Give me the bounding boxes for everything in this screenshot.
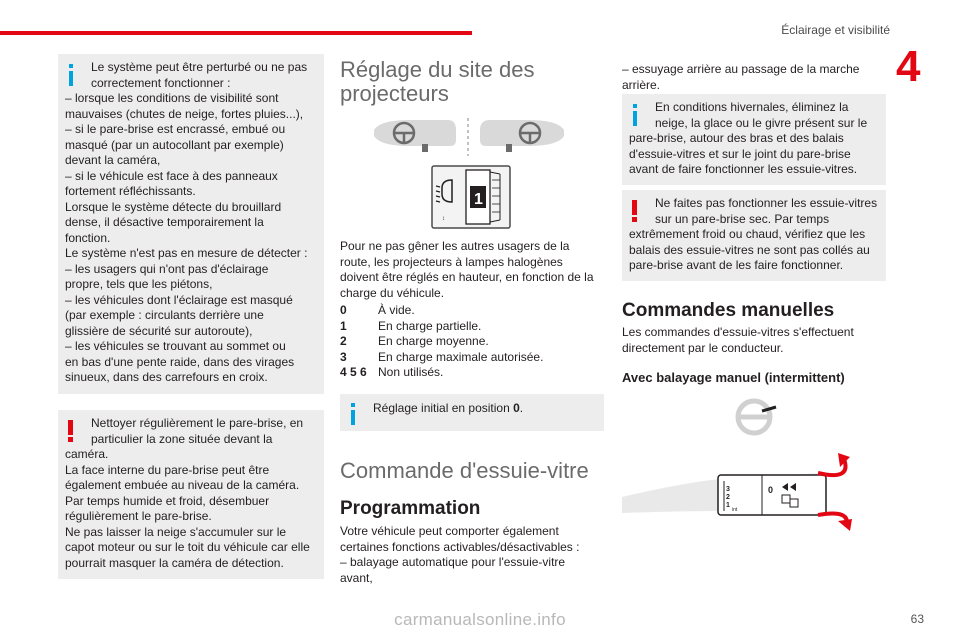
text-line: devant la caméra,: [65, 153, 161, 167]
warning-box-lines: [65, 447, 317, 571]
text-line: charge du véhicule.: [340, 285, 445, 300]
load-positions-table: [340, 303, 543, 381]
wiper-stalk-illustration: [622, 395, 872, 535]
stalk-label: 0: [768, 485, 774, 495]
text-line: – si le véhicule est face à des panneaux: [65, 168, 278, 183]
position-label: À vide.: [378, 303, 415, 317]
info-icon: [630, 104, 640, 126]
text-line: masqué (par un autocollant par exemple): [65, 137, 284, 152]
heading-manual-sweep: Avec balayage manuel (intermittent): [622, 370, 845, 385]
warning-box-first-line: Ne faites pas fonctionner les essuie-vitres sur un pare-brise sec. Par temps: [655, 196, 878, 226]
info-box-first-line: En conditions hivernales, éliminez la neige, la glace ou le givre présent sur le: [655, 100, 868, 130]
warning-box-windscreen-cleaning: [58, 410, 324, 579]
table-row: [340, 365, 543, 381]
text-line: route, les projecteurs à lampes halogènes: [340, 254, 563, 269]
info-box-camera-limits: [58, 54, 324, 394]
position-key: 2: [340, 334, 347, 348]
headlamp-adjuster-switch: [432, 166, 510, 228]
info-initial-prefix: Réglage initial en position: [373, 401, 514, 415]
text-line: caméra.: [65, 447, 109, 461]
text-line: dense, il désactive temporairement la: [65, 215, 264, 229]
page-number: 63: [910, 612, 924, 626]
info-box-lines: [629, 131, 879, 178]
text-line: d'essuie-vitres et sur le joint du pare-brise: [629, 146, 851, 161]
text-line: pourrait masquer la caméra de détection.: [65, 555, 284, 570]
position-label: Non utilisés.: [378, 365, 444, 379]
position-key: 3: [340, 349, 347, 364]
text-line: Pour ne pas gêner les autres usagers de la: [340, 239, 570, 253]
heading-headlamp-adjustment: Réglage du site des projecteurs: [340, 57, 535, 106]
text-line: balais des essuie-vitres ne sont pas collés au: [629, 242, 870, 257]
text-line: – essuyage arrière au passage de la marche: [622, 62, 860, 76]
watermark: carmanualsonline.info: [394, 610, 566, 629]
text-line: – balayage automatique pour l'essuie-vitre: [340, 555, 566, 569]
text-line: – lorsque les conditions de visibilité sont: [65, 91, 279, 105]
text-line: pare-brise avant de les faire fonctionner.: [629, 258, 844, 272]
info-box-first-line: Le système peut être perturbé ou ne pas correctement fonctionner :: [91, 60, 308, 90]
text-line: La face interne du pare-brise peut être: [65, 462, 270, 477]
text-line: extrêmement froid ou chaud, vérifiez que les: [629, 227, 866, 241]
text-line: sinueux, dans des carrefours en croix.: [65, 370, 268, 384]
info-box-initial-setting: [340, 394, 604, 431]
text-line: glissière de sécurité sur autoroute),: [65, 323, 253, 338]
text-line: en bas d'une pente raide, dans des virages: [65, 354, 295, 369]
text-line: doivent être réglés en hauteur, en fonction de la: [340, 270, 594, 284]
dashboard-icon: [480, 120, 564, 152]
stalk-label: 2: [726, 494, 730, 501]
table-row: [340, 303, 543, 319]
position-label: En charge partielle.: [378, 318, 482, 333]
text-line: capot moteur ou sur le toit du véhicule car elle: [65, 540, 310, 554]
text-line: Le système n'est pas en mesure de détecter :: [65, 246, 308, 260]
headlamp-intro-text: [340, 239, 610, 301]
switch-position-label: 1: [474, 191, 483, 208]
text-line: certaines fonctions activables/désactivables :: [340, 539, 580, 554]
info-box-winter-conditions: [622, 94, 886, 185]
text-line: pare-brise, autour des bras et des balais: [629, 131, 844, 145]
text-line: propre, tels que les piétons,: [65, 277, 213, 291]
wiper-stalk: [622, 473, 826, 515]
table-row: [340, 319, 543, 335]
text-line: fortement réfléchissants.: [65, 184, 196, 198]
text-line: – les véhicules se trouvant au sommet ou: [65, 339, 286, 353]
text-line: également embuée au niveau de la caméra.: [65, 478, 300, 492]
warning-exclamation-icon: [631, 200, 639, 222]
svg-text:↕: ↕: [442, 216, 445, 222]
warning-exclamation-icon: [67, 420, 75, 442]
position-key: 0: [340, 303, 347, 317]
position-label: En charge moyenne.: [378, 334, 489, 348]
text-line: Ne pas laisser la neige s'accumuler sur le: [65, 524, 287, 539]
heading-manual-controls: Commandes manuelles: [622, 300, 835, 321]
heading-wiper-control: Commande d'essuie-vitre: [340, 458, 589, 483]
info-initial-value: 0: [513, 401, 520, 415]
text-line: Votre véhicule peut comporter également: [340, 524, 559, 538]
info-initial-suffix: .: [519, 401, 524, 415]
text-line: (par exemple : circulants derrière une: [65, 308, 264, 322]
text-line: – les usagers qui n'ont pas d'éclairage: [65, 261, 269, 276]
manual-controls-text: [622, 325, 892, 356]
text-line: avant de faire fonctionner les essuie-vitres.: [629, 162, 858, 176]
warning-box-lines: [629, 227, 879, 274]
header-red-bar: [0, 31, 472, 35]
text-line: avant,: [340, 570, 373, 585]
heading-programming: Programmation: [340, 498, 481, 519]
steering-wheel-icon: [738, 401, 776, 433]
text-line: Par temps humide et froid, désembuer: [65, 493, 270, 508]
position-label: En charge maximale autorisée.: [378, 349, 544, 364]
dashboard-icon: [374, 120, 456, 152]
info-icon: [348, 403, 358, 425]
headlamp-adjustment-illustration: [370, 116, 570, 231]
programming-text: [340, 524, 610, 586]
table-row: [340, 350, 543, 366]
text-line: Lorsque le système détecte du brouillard: [65, 199, 282, 214]
stalk-label: int: [732, 507, 738, 513]
stalk-label: 1: [726, 502, 730, 509]
info-icon: [66, 64, 76, 86]
rear-wiper-text: [622, 62, 892, 93]
text-line: Les commandes d'essuie-vitres s'effectuent: [622, 325, 854, 339]
text-line: – les véhicules dont l'éclairage est masqué: [65, 292, 293, 307]
stalk-label: 3: [726, 486, 730, 493]
text-line: directement par le conducteur.: [622, 340, 784, 355]
chapter-number: 4: [896, 42, 921, 91]
text-line: arrière.: [622, 77, 661, 92]
position-key: 4 5 6: [340, 365, 367, 379]
warning-box-dry-windscreen: [622, 190, 886, 281]
text-line: – si le pare-brise est encrassé, embué ou: [65, 122, 286, 136]
position-key: 1: [340, 318, 347, 333]
table-row: [340, 334, 543, 350]
info-initial-text: [347, 401, 523, 415]
info-box-lines: [65, 91, 317, 386]
warning-box-first-line: Nettoyer régulièrement le pare-brise, en particulier la zone située devant la: [91, 416, 304, 446]
section-title: Éclairage et visibilité: [781, 23, 890, 37]
text-line: fonction.: [65, 230, 111, 245]
text-line: mauvaises (chutes de neige, fortes pluies...),: [65, 106, 304, 121]
text-line: régulièrement le pare-brise.: [65, 509, 212, 523]
